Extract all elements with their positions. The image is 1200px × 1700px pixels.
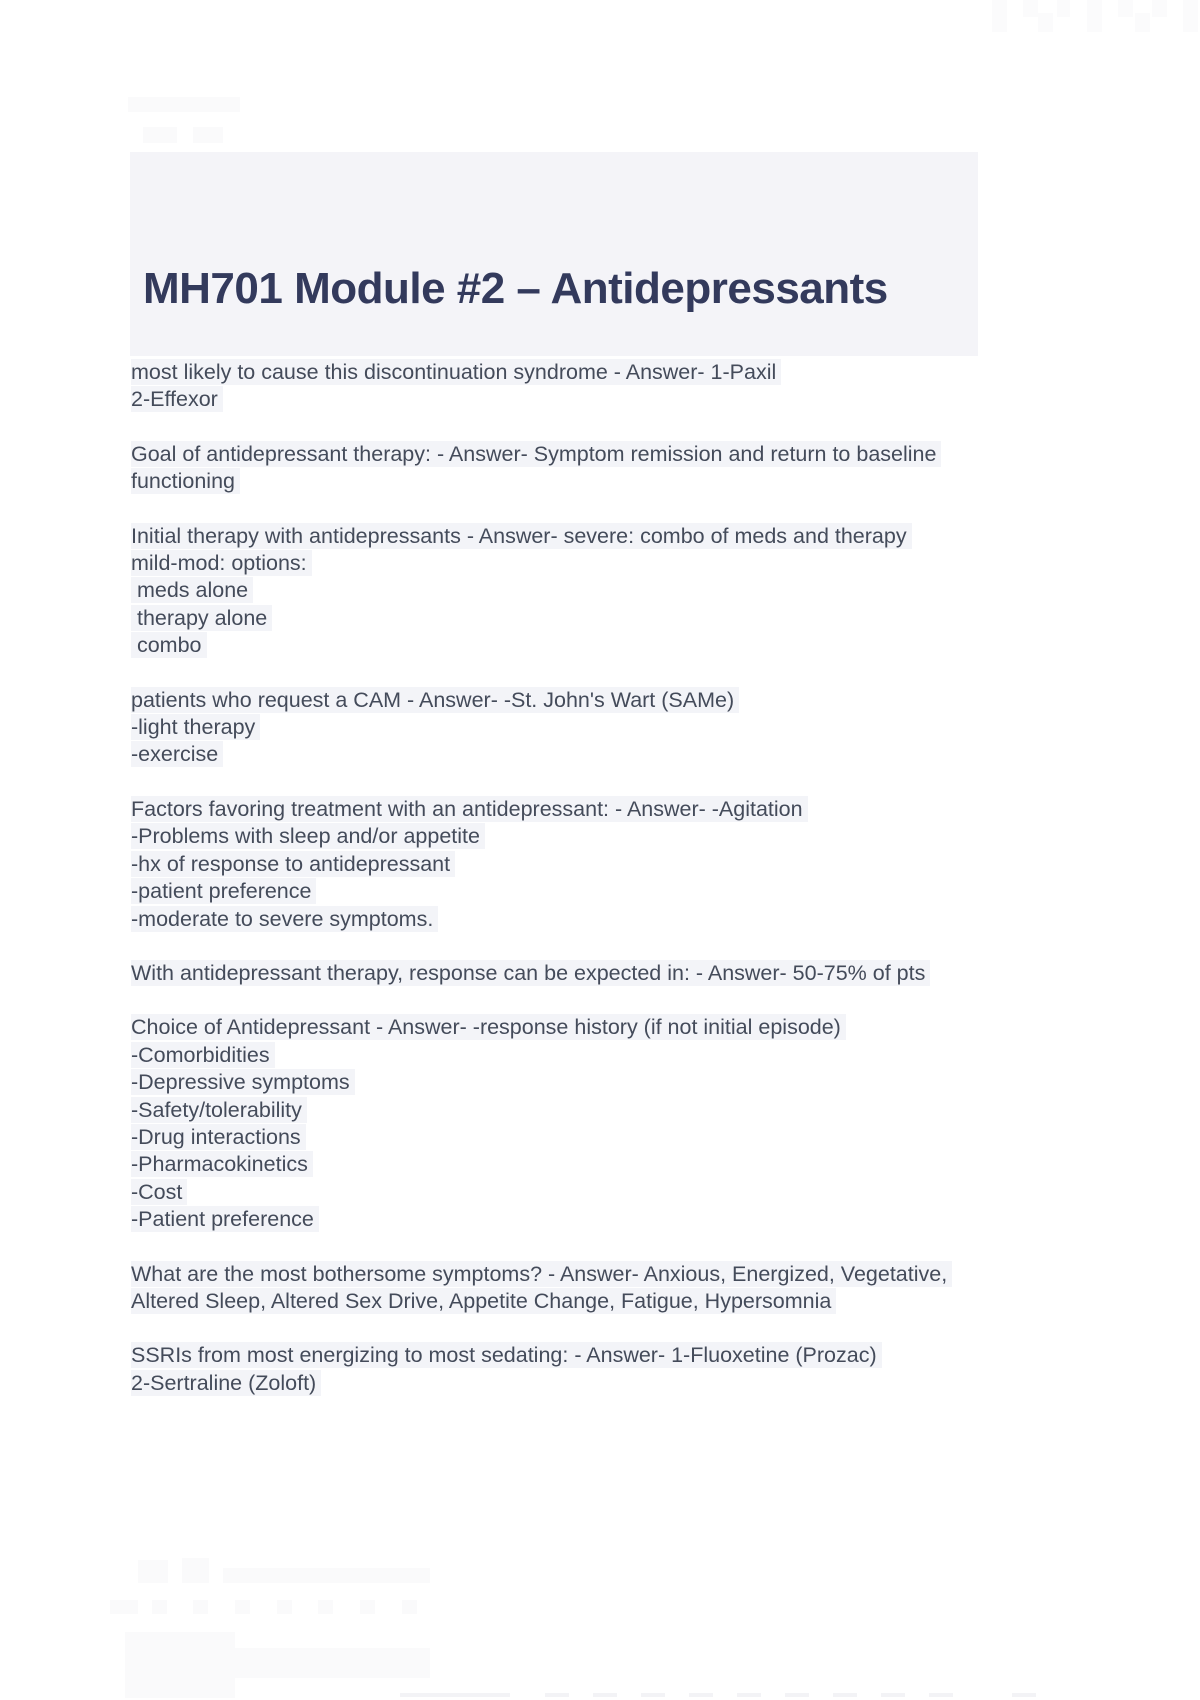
text-line: functioning <box>131 468 1081 495</box>
text-line: -light therapy <box>131 714 1081 741</box>
faded-dash <box>833 1693 857 1697</box>
watermark-block <box>1087 0 1102 32</box>
text-line: -Cost <box>131 1179 1081 1206</box>
text-line: -Problems with sleep and/or appetite <box>131 823 1081 850</box>
faded-block <box>235 1600 250 1614</box>
watermark-block <box>1135 13 1150 32</box>
faded-dash <box>400 1693 510 1697</box>
text-line: -Comorbidities <box>131 1042 1081 1069</box>
watermark-block <box>1038 13 1053 32</box>
text-line: -hx of response to antidepressant <box>131 851 1081 878</box>
text-line: -Patient preference <box>131 1206 1081 1233</box>
document-body <box>131 359 1081 1424</box>
faded-dash <box>881 1693 905 1697</box>
page-title: MH701 Module #2 – Antidepressants <box>143 264 888 313</box>
faded-text-artifact <box>128 97 240 112</box>
faded-dash <box>785 1693 809 1697</box>
faded-block <box>402 1600 417 1614</box>
text-line: -Safety/tolerability <box>131 1097 1081 1124</box>
faded-text-artifact <box>223 1568 430 1583</box>
text-line: What are the most bothersome symptoms? - Answer- Anxious, Energized, Vegetative, <box>131 1261 1081 1288</box>
text-line: patients who request a CAM - Answer- -St. John's Wart (SAMe) <box>131 687 1081 714</box>
text-line: With antidepressant therapy, response can be expected in: - Answer- 50-75% of pts <box>131 960 1081 987</box>
watermark-block <box>1023 0 1038 17</box>
faded-text-artifact <box>138 1560 168 1583</box>
faded-dash <box>689 1693 713 1697</box>
watermark-block <box>1152 0 1167 17</box>
faded-block <box>277 1600 292 1614</box>
text-line: SSRIs from most energizing to most sedating: - Answer- 1-Fluoxetine (Prozac) <box>131 1342 1081 1369</box>
paragraph <box>131 441 1081 496</box>
text-line: mild-mod: options: <box>131 550 1081 577</box>
watermark-block <box>992 0 1007 32</box>
text-line: Choice of Antidepressant - Answer- -response history (if not initial episode) <box>131 1014 1081 1041</box>
text-line: meds alone <box>131 577 1081 604</box>
text-line: Goal of antidepressant therapy: - Answer- Symptom remission and return to baseline <box>131 441 1081 468</box>
faded-text-artifact <box>143 127 177 143</box>
faded-block <box>193 1600 208 1614</box>
faded-dash <box>593 1693 617 1697</box>
text-line: -moderate to severe symptoms. <box>131 906 1081 933</box>
text-line: therapy alone <box>131 605 1081 632</box>
paragraph <box>131 523 1081 660</box>
faded-text-artifact <box>193 127 223 143</box>
text-line: -Drug interactions <box>131 1124 1081 1151</box>
text-line: combo <box>131 632 1081 659</box>
text-line: most likely to cause this discontinuation syndrome - Answer- 1-Paxil <box>131 359 1081 386</box>
text-line: 2-Effexor <box>131 386 1081 413</box>
paragraph <box>131 1014 1081 1233</box>
faded-dash <box>929 1693 953 1697</box>
faded-block <box>318 1600 333 1614</box>
text-line: -Depressive symptoms <box>131 1069 1081 1096</box>
faded-block <box>360 1600 375 1614</box>
watermark-block <box>1118 0 1133 17</box>
faded-text-artifact <box>182 1558 209 1583</box>
faded-dash <box>1012 1693 1036 1697</box>
paragraph <box>131 359 1081 414</box>
paragraph <box>131 1342 1081 1397</box>
paragraph <box>131 1261 1081 1316</box>
faded-text-artifact <box>125 1632 235 1698</box>
faded-dash <box>545 1693 569 1697</box>
faded-block <box>152 1600 167 1614</box>
text-line: Factors favoring treatment with an antidepressant: - Answer- -Agitation <box>131 796 1081 823</box>
paragraph <box>131 796 1081 933</box>
text-line: 2-Sertraline (Zoloft) <box>131 1370 1081 1397</box>
watermark-block <box>1183 0 1198 32</box>
title-banner <box>130 152 978 356</box>
faded-block <box>110 1600 138 1614</box>
faded-dash <box>641 1693 665 1697</box>
text-line: -Pharmacokinetics <box>131 1151 1081 1178</box>
text-line: Initial therapy with antidepressants - Answer- severe: combo of meds and therapy <box>131 523 1081 550</box>
text-line: Altered Sleep, Altered Sex Drive, Appetite Change, Fatigue, Hypersomnia <box>131 1288 1081 1315</box>
paragraph <box>131 960 1081 987</box>
faded-text-artifact <box>235 1648 430 1678</box>
paragraph <box>131 687 1081 769</box>
faded-dash <box>737 1693 761 1697</box>
watermark-block <box>1057 0 1070 17</box>
text-line: -patient preference <box>131 878 1081 905</box>
text-line: -exercise <box>131 741 1081 768</box>
